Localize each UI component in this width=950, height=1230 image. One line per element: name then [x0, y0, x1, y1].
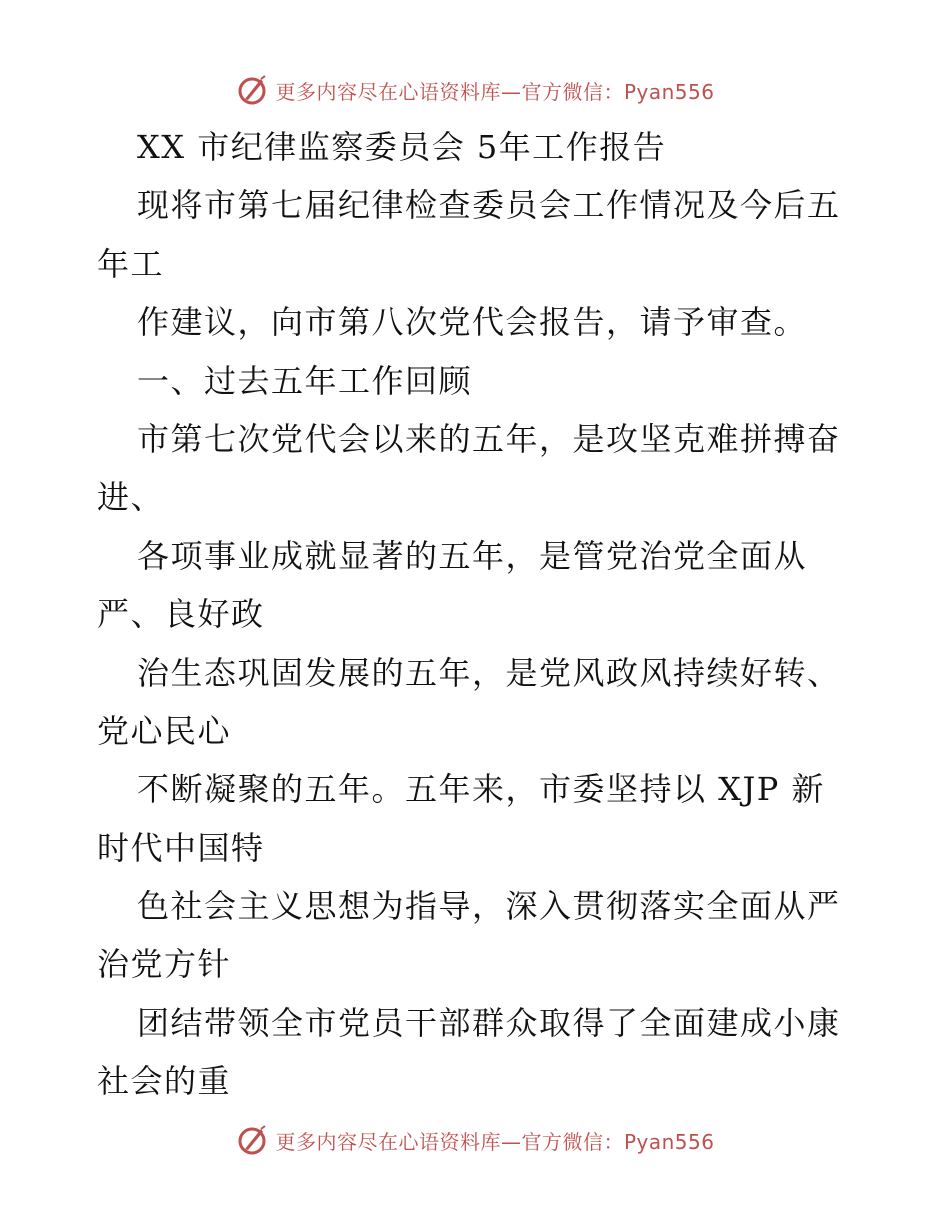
- doc-line: 一、过去五年工作回顾: [137, 361, 473, 400]
- watermark-text: 更多内容尽在心语资料库—官方微信：Pyan556: [275, 1129, 715, 1154]
- doc-line: 作建议，向市第八次党代会报告，请予审查。: [137, 303, 808, 342]
- quill-circle-logo-icon: [235, 1123, 269, 1157]
- watermark-text: 更多内容尽在心语资料库—官方微信：Pyan556: [275, 79, 715, 104]
- doc-line: 年工: [97, 244, 165, 283]
- doc-line: 进、: [97, 478, 165, 517]
- doc-line: 治生态巩固发展的五年，是党风政风持续好转、: [137, 653, 841, 692]
- doc-line: 各项事业成就显著的五年，是管党治党全面从: [137, 536, 808, 575]
- doc-line: 现将市第七届纪律检查委员会工作情况及今后五: [137, 186, 841, 225]
- doc-line: 治党方针: [97, 945, 232, 984]
- doc-line: 色社会主义思想为指导，深入贯彻落实全面从严: [137, 887, 841, 926]
- doc-line: 党心民心: [97, 711, 232, 750]
- doc-line: 团结带领全市党员干部群众取得了全面建成小康: [137, 1003, 841, 1042]
- doc-line: 市第七次党代会以来的五年，是攻坚克难拼搏奋: [137, 419, 841, 458]
- doc-line: XX 市纪律监察委员会 5年工作报告: [137, 128, 667, 166]
- quill-circle-logo-icon: [235, 73, 269, 107]
- doc-line: 社会的重: [97, 1062, 232, 1101]
- footer-watermark: [0, 1120, 950, 1160]
- doc-line: 不断凝聚的五年。五年来，市委坚持以 XJP 新: [137, 770, 825, 809]
- document-body: [97, 118, 877, 1111]
- header-watermark: [0, 70, 950, 110]
- doc-line: 严、良好政: [97, 595, 265, 634]
- doc-line: 时代中国特: [97, 828, 265, 867]
